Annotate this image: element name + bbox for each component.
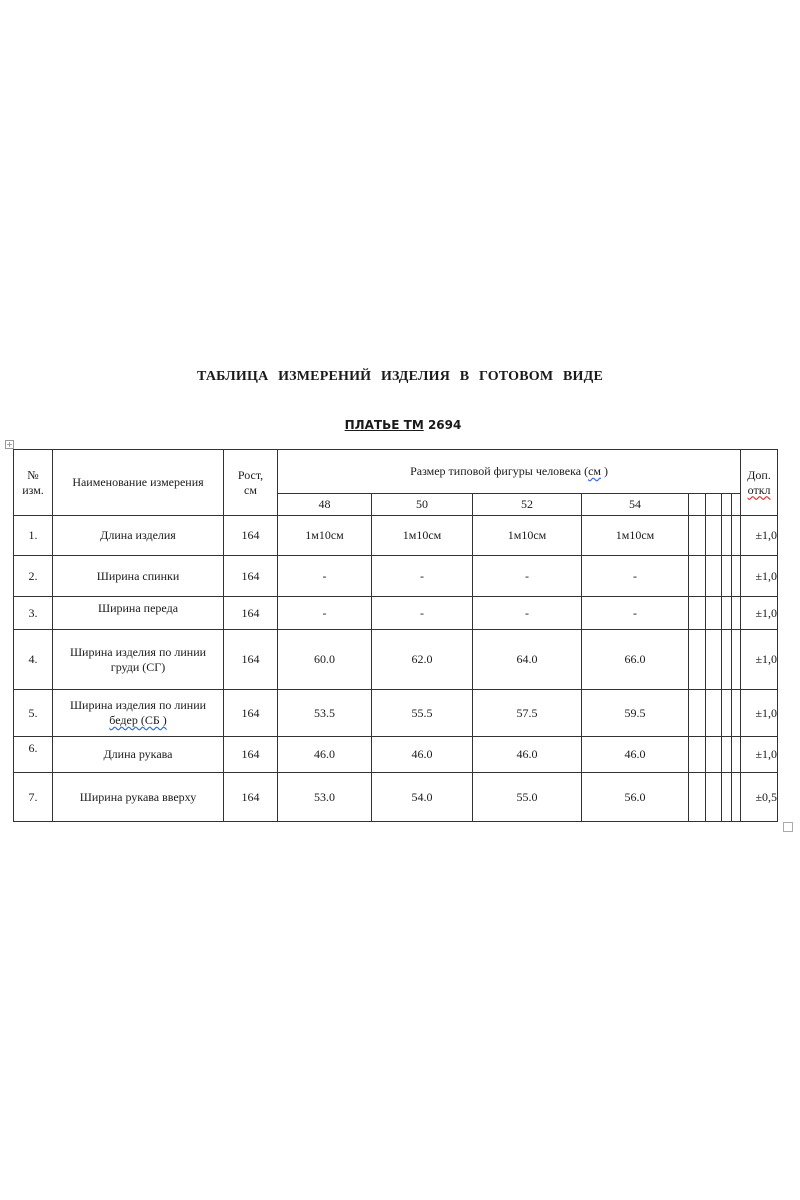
size-48: 48 [278,494,372,516]
row-name: Ширина переда [53,597,224,630]
row-num: 3. [14,597,53,630]
row-name: Длина изделия [53,516,224,556]
row-value: 46.0 [278,737,372,773]
empty-cell [732,516,741,556]
row-value: 55.5 [372,690,473,737]
row-height: 164 [224,630,278,690]
row-value: 53.0 [278,773,372,822]
row-value: 62.0 [372,630,473,690]
empty-cell [689,773,706,822]
table-row [14,773,778,822]
size-50: 50 [372,494,473,516]
row-value: - [372,597,473,630]
empty-cell [706,556,722,597]
row-value: - [278,556,372,597]
empty-cell [689,737,706,773]
row-height: 164 [224,516,278,556]
row-value: - [473,597,582,630]
row-value: - [372,556,473,597]
subtitle-number: 2694 [427,418,462,432]
empty-cell [722,597,732,630]
row-name: Длина рукава [53,737,224,773]
document-title: ТАБЛИЦА ИЗМЕРЕНИЙ ИЗДЕЛИЯ В ГОТОВОМ ВИДЕ [197,369,603,384]
row-height: 164 [224,597,278,630]
row-value: - [582,556,689,597]
empty-cell [706,597,722,630]
empty-cell [732,630,741,690]
empty-cell [706,494,722,516]
header-size-group: Размер типовой фигуры человека (см ) [278,450,741,494]
table-row [14,516,778,556]
row-name: Ширина изделия по линии бедер (СБ ) [53,690,224,737]
empty-cell [732,556,741,597]
empty-cell [732,494,741,516]
row-tolerance: ±1,0 [741,597,778,630]
row-height: 164 [224,773,278,822]
empty-cell [722,556,732,597]
table-row [14,630,778,690]
row-num: 1. [14,516,53,556]
empty-cell [706,773,722,822]
row-tolerance: ±0,5 [741,773,778,822]
empty-cell [732,597,741,630]
row-num: 6. [14,737,53,773]
header-height: Рост, см [224,450,278,516]
size-54: 54 [582,494,689,516]
empty-cell [689,556,706,597]
row-value: 46.0 [372,737,473,773]
header-name: Наименование измерения [53,450,224,516]
empty-cell [722,630,732,690]
row-value: 56.0 [582,773,689,822]
size-52: 52 [473,494,582,516]
empty-cell [706,690,722,737]
row-value: 46.0 [473,737,582,773]
row-name: Ширина спинки [53,556,224,597]
empty-cell [732,737,741,773]
header-tolerance: Доп. откл [741,450,778,516]
empty-cell [706,630,722,690]
row-value: - [473,556,582,597]
row-name: Ширина рукава вверху [53,773,224,822]
empty-cell [689,494,706,516]
row-name: Ширина изделия по линии груди (СГ) [53,630,224,690]
empty-cell [689,597,706,630]
row-value: 1м10см [278,516,372,556]
table-row [14,690,778,737]
empty-cell [722,773,732,822]
measurements-table [13,449,778,822]
row-value: 1м10см [473,516,582,556]
row-height: 164 [224,690,278,737]
row-value: 1м10см [372,516,473,556]
subtitle-product: ПЛАТЬЕ ТМ [344,418,424,432]
row-value: 1м10см [582,516,689,556]
row-value: 46.0 [582,737,689,773]
empty-cell [722,494,732,516]
row-tolerance: ±1,0 [741,556,778,597]
row-tolerance: ±1,0 [741,690,778,737]
row-height: 164 [224,737,278,773]
row-value: 66.0 [582,630,689,690]
empty-cell [689,516,706,556]
table-resize-handle-icon[interactable] [783,822,793,832]
row-value: 59.5 [582,690,689,737]
row-num: 7. [14,773,53,822]
empty-cell [706,516,722,556]
table-row [14,556,778,597]
row-num: 4. [14,630,53,690]
row-value: 60.0 [278,630,372,690]
empty-cell [706,737,722,773]
empty-cell [722,690,732,737]
header-num: № изм. [14,450,53,516]
row-tolerance: ±1,0 [741,737,778,773]
row-num: 5. [14,690,53,737]
empty-cell [722,516,732,556]
empty-cell [722,737,732,773]
table-row [14,737,778,773]
row-value: 53.5 [278,690,372,737]
row-tolerance: ±1,0 [741,630,778,690]
table-move-handle-icon[interactable]: + [6,440,13,449]
header-row [14,450,778,494]
row-value: 55.0 [473,773,582,822]
row-tolerance: ±1,0 [741,516,778,556]
empty-cell [732,773,741,822]
empty-cell [689,630,706,690]
row-value: - [582,597,689,630]
row-height: 164 [224,556,278,597]
empty-cell [689,690,706,737]
table-row [14,597,778,630]
row-num: 2. [14,556,53,597]
row-value: 64.0 [473,630,582,690]
document-subtitle [0,418,800,432]
row-value: 57.5 [473,690,582,737]
row-value: 54.0 [372,773,473,822]
row-value: - [278,597,372,630]
empty-cell [732,690,741,737]
